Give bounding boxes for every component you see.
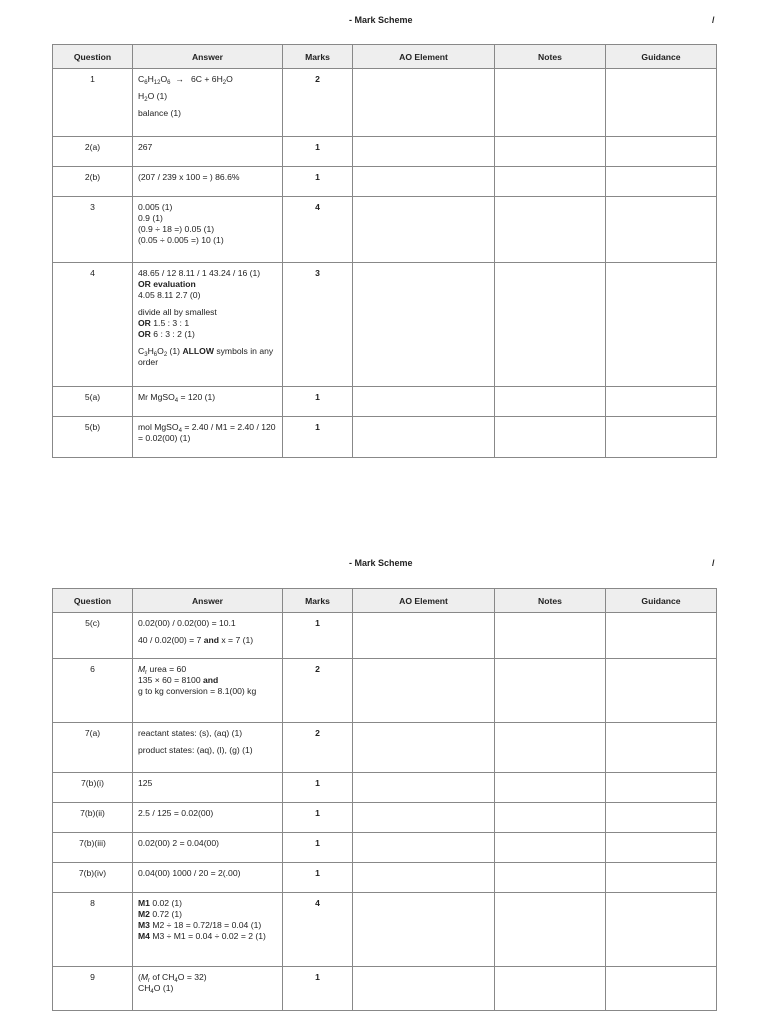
answer-line	[138, 920, 277, 931]
notes-cell	[495, 263, 606, 387]
answer-text: M3 ÷ M1 = 0.04 ÷ 0.02 = 2 (1)	[149, 931, 266, 941]
answer-line	[138, 675, 277, 686]
answer-text: 0.72 (1)	[149, 909, 182, 919]
ao-element-cell	[353, 197, 495, 263]
answer-line	[138, 868, 277, 879]
answer-text: of CH	[150, 972, 175, 982]
marks-cell: 1	[283, 773, 353, 803]
marks-cell: 4	[283, 893, 353, 967]
answer-text: 0.04(00) 1000 / 20 = 2(.00)	[138, 868, 241, 878]
answer-line	[138, 898, 277, 909]
guidance-cell	[606, 863, 717, 893]
answer-cell	[133, 893, 283, 967]
answer-text: C	[138, 74, 145, 84]
answer-text: r	[145, 670, 148, 676]
question-cell: 7(b)(iii)	[53, 833, 133, 863]
table-row	[53, 613, 717, 659]
answer-line	[138, 91, 277, 102]
column-header: Marks	[283, 589, 353, 613]
answer-paragraph	[138, 618, 277, 629]
answer-paragraph	[138, 307, 277, 340]
marks-cell: 1	[283, 967, 353, 1011]
answer-text: 2	[222, 80, 227, 86]
answer-paragraph	[138, 142, 277, 153]
answer-text: ALLOW	[182, 346, 214, 356]
answer-text: g to kg conversion = 8.1(00) kg	[138, 686, 257, 696]
answer-line	[138, 202, 277, 213]
marks-cell: 2	[283, 723, 353, 773]
answer-text: M2 ÷ 18 = 0.72/18 = 0.04 (1)	[149, 920, 262, 930]
answer-text: H	[147, 74, 154, 84]
ao-element-cell	[353, 659, 495, 723]
answer-cell	[133, 167, 283, 197]
answer-cell	[133, 417, 283, 458]
answer-line	[138, 142, 277, 153]
answer-text: and	[203, 635, 219, 645]
table-row	[53, 723, 717, 773]
question-cell: 3	[53, 197, 133, 263]
answer-text: = 120 (1)	[178, 392, 216, 402]
answer-paragraph	[138, 808, 277, 819]
answer-line	[138, 290, 277, 301]
answer-paragraph	[138, 422, 277, 444]
column-header: Notes	[495, 589, 606, 613]
table-row	[53, 263, 717, 387]
answer-cell	[133, 69, 283, 137]
answer-text: → 6C + 6H	[170, 74, 223, 84]
marks-cell: 1	[283, 863, 353, 893]
answer-paragraph	[138, 346, 277, 368]
ao-element-cell	[353, 803, 495, 833]
answer-text: r	[148, 978, 151, 984]
answer-text: O (1)	[153, 983, 174, 993]
answer-line	[138, 213, 277, 224]
answer-text: M1	[138, 898, 150, 908]
ao-element-cell	[353, 967, 495, 1011]
answer-line	[138, 279, 277, 290]
header-row	[53, 589, 717, 613]
answer-text: 48.65 / 12 8.11 / 1 43.24 / 16 (1)	[138, 268, 261, 278]
answer-text: 4	[150, 989, 154, 995]
ao-element-cell	[353, 893, 495, 967]
answer-line	[138, 931, 277, 942]
answer-text: 3	[144, 352, 148, 358]
marks-cell: 1	[283, 417, 353, 458]
question-cell: 7(b)(iv)	[53, 863, 133, 893]
answer-cell	[133, 723, 283, 773]
answer-text: 135 × 60 = 8100	[138, 675, 203, 685]
answer-text: O	[226, 74, 233, 84]
guidance-cell	[606, 773, 717, 803]
notes-cell	[495, 659, 606, 723]
table-row	[53, 387, 717, 417]
answer-text: O	[160, 74, 168, 84]
marks-cell: 1	[283, 803, 353, 833]
answer-cell	[133, 659, 283, 723]
answer-text: C	[138, 346, 145, 356]
notes-cell	[495, 613, 606, 659]
answer-text: 6	[144, 80, 148, 86]
answer-paragraph	[138, 728, 277, 739]
guidance-cell	[606, 893, 717, 967]
answer-cell	[133, 773, 283, 803]
answer-text: divide all by smallest	[138, 307, 217, 317]
question-cell: 1	[53, 69, 133, 137]
answer-text: M3	[138, 920, 150, 930]
guidance-cell	[606, 659, 717, 723]
question-cell: 6	[53, 659, 133, 723]
answer-cell	[133, 387, 283, 417]
column-header: Marks	[283, 45, 353, 69]
answer-text: 40 / 0.02(00) = 7	[138, 635, 204, 645]
marks-cell: 3	[283, 263, 353, 387]
answer-cell	[133, 197, 283, 263]
answer-text: balance (1)	[138, 108, 181, 118]
answer-line	[138, 983, 277, 994]
ao-element-cell	[353, 137, 495, 167]
answer-line	[138, 728, 277, 739]
answer-text: 0.02(00) 2 = 0.04(00)	[138, 838, 219, 848]
ao-element-cell	[353, 387, 495, 417]
question-cell: 8	[53, 893, 133, 967]
column-header: Question	[53, 45, 133, 69]
question-cell: 5(a)	[53, 387, 133, 417]
answer-text: 4	[174, 398, 179, 404]
answer-paragraph	[138, 74, 277, 85]
answer-text: product states: (aq), (l), (g) (1)	[138, 745, 253, 755]
ao-element-cell	[353, 773, 495, 803]
answer-text: H	[147, 346, 154, 356]
ao-element-cell	[353, 69, 495, 137]
answer-text: and	[203, 675, 219, 685]
ao-element-cell	[353, 863, 495, 893]
ao-element-cell	[353, 613, 495, 659]
answer-paragraph	[138, 202, 277, 246]
page-header: - Mark Scheme	[349, 558, 413, 568]
answer-line	[138, 346, 277, 368]
answer-text: OR	[138, 329, 151, 339]
guidance-cell	[606, 613, 717, 659]
column-header: Guidance	[606, 589, 717, 613]
ao-element-cell	[353, 417, 495, 458]
guidance-cell	[606, 263, 717, 387]
answer-line	[138, 838, 277, 849]
mark-scheme-table	[52, 588, 717, 1011]
marks-cell: 1	[283, 833, 353, 863]
answer-line	[138, 172, 277, 183]
answer-paragraph	[138, 635, 277, 646]
notes-cell	[495, 773, 606, 803]
answer-line	[138, 235, 277, 246]
notes-cell	[495, 833, 606, 863]
notes-cell	[495, 967, 606, 1011]
column-header: Answer	[133, 45, 283, 69]
table-row	[53, 167, 717, 197]
table-row	[53, 967, 717, 1011]
notes-cell	[495, 69, 606, 137]
table-row	[53, 863, 717, 893]
answer-line	[138, 268, 277, 279]
answer-line	[138, 329, 277, 340]
answer-text: 1.5 : 3 : 1	[150, 318, 190, 328]
notes-cell	[495, 417, 606, 458]
answer-text: M4	[138, 931, 150, 941]
marks-cell: 1	[283, 167, 353, 197]
answer-text: 6	[153, 352, 158, 358]
answer-text: symbols in any order	[138, 346, 276, 367]
answer-text: 0.005 (1)	[138, 202, 173, 212]
notes-cell	[495, 723, 606, 773]
answer-text: (1)	[167, 346, 183, 356]
answer-text: Mr MgSO	[138, 392, 175, 402]
answer-cell	[133, 833, 283, 863]
column-header: AO Element	[353, 589, 495, 613]
column-header: Answer	[133, 589, 283, 613]
marks-cell: 1	[283, 387, 353, 417]
table-row	[53, 69, 717, 137]
question-cell: 2(b)	[53, 167, 133, 197]
answer-text: 2	[163, 352, 168, 358]
answer-line	[138, 686, 277, 697]
table-row	[53, 833, 717, 863]
table-row	[53, 137, 717, 167]
marks-cell: 1	[283, 137, 353, 167]
answer-cell	[133, 863, 283, 893]
guidance-cell	[606, 803, 717, 833]
answer-text: 2.5 / 125 = 0.02(00)	[138, 808, 214, 818]
answer-paragraph	[138, 972, 277, 994]
answer-paragraph	[138, 172, 277, 183]
answer-text: 0.02 (1)	[149, 898, 182, 908]
answer-line	[138, 778, 277, 789]
ao-element-cell	[353, 263, 495, 387]
answer-text: O	[157, 346, 164, 356]
answer-line	[138, 224, 277, 235]
answer-text: 4	[178, 428, 182, 434]
answer-text: 0.9 (1)	[138, 213, 163, 223]
notes-cell	[495, 137, 606, 167]
guidance-cell	[606, 69, 717, 137]
answer-cell	[133, 803, 283, 833]
answer-paragraph	[138, 91, 277, 102]
answer-line	[138, 307, 277, 318]
answer-line	[138, 422, 277, 444]
answer-paragraph	[138, 664, 277, 697]
answer-line	[138, 972, 277, 983]
guidance-cell	[606, 137, 717, 167]
question-cell: 9	[53, 967, 133, 1011]
answer-text: H	[138, 91, 145, 101]
answer-text: O (1)	[147, 91, 168, 101]
answer-line	[138, 664, 277, 675]
answer-line	[138, 392, 277, 403]
column-header: Question	[53, 589, 133, 613]
mark-scheme-table	[52, 44, 717, 458]
answer-text: 2	[144, 97, 148, 103]
answer-line	[138, 909, 277, 920]
question-cell: 4	[53, 263, 133, 387]
column-header: AO Element	[353, 45, 495, 69]
answer-text: OR	[138, 318, 151, 328]
notes-cell	[495, 197, 606, 263]
answer-line	[138, 618, 277, 629]
answer-paragraph	[138, 392, 277, 403]
answer-text: 4	[174, 978, 178, 984]
ao-element-cell	[353, 723, 495, 773]
header-row	[53, 45, 717, 69]
answer-text: OR evaluation	[138, 279, 196, 289]
answer-text: CH	[138, 983, 151, 993]
answer-text: 6 : 3 : 2 (1)	[150, 329, 195, 339]
answer-text: 0.02(00) / 0.02(00) = 10.1	[138, 618, 236, 628]
answer-text: 125	[138, 778, 153, 788]
answer-cell	[133, 967, 283, 1011]
guidance-cell	[606, 723, 717, 773]
question-cell: 5(b)	[53, 417, 133, 458]
notes-cell	[495, 387, 606, 417]
question-cell: 5(c)	[53, 613, 133, 659]
question-cell: 7(a)	[53, 723, 133, 773]
table-row	[53, 803, 717, 833]
table-row	[53, 197, 717, 263]
answer-paragraph	[138, 838, 277, 849]
table-row	[53, 773, 717, 803]
marks-cell: 1	[283, 613, 353, 659]
answer-text: mol MgSO	[138, 422, 179, 432]
answer-text: (	[138, 972, 141, 982]
ao-element-cell	[353, 833, 495, 863]
answer-text: 267	[138, 142, 153, 152]
answer-paragraph	[138, 108, 277, 119]
answer-text: M	[140, 972, 149, 982]
table-row	[53, 893, 717, 967]
ao-element-cell	[353, 167, 495, 197]
answer-text: M	[138, 664, 146, 674]
answer-paragraph	[138, 745, 277, 756]
question-cell: 7(b)(i)	[53, 773, 133, 803]
notes-cell	[495, 893, 606, 967]
page-header: - Mark Scheme	[349, 15, 413, 25]
answer-text: O = 32)	[177, 972, 207, 982]
answer-text: 4.05 8.11 2.7 (0)	[138, 290, 201, 300]
answer-text: reactant states: (s), (aq) (1)	[138, 728, 243, 738]
answer-paragraph	[138, 868, 277, 879]
answer-cell	[133, 263, 283, 387]
answer-text: (207 / 239 x 100 = ) 86.6%	[138, 172, 240, 182]
column-header: Notes	[495, 45, 606, 69]
answer-paragraph	[138, 898, 277, 942]
table-row	[53, 659, 717, 723]
answer-line	[138, 74, 277, 85]
guidance-cell	[606, 167, 717, 197]
guidance-cell	[606, 197, 717, 263]
question-cell: 7(b)(ii)	[53, 803, 133, 833]
notes-cell	[495, 167, 606, 197]
answer-text: 6	[167, 80, 171, 86]
answer-paragraph	[138, 778, 277, 789]
page-slash: /	[712, 558, 715, 568]
answer-text: x = 7 (1)	[218, 635, 254, 645]
notes-cell	[495, 803, 606, 833]
answer-text: M2	[138, 909, 150, 919]
marks-cell: 4	[283, 197, 353, 263]
page-slash: /	[712, 15, 715, 25]
question-cell: 2(a)	[53, 137, 133, 167]
marks-cell: 2	[283, 69, 353, 137]
guidance-cell	[606, 833, 717, 863]
answer-text: (0.05 ÷ 0.005 =) 10 (1)	[138, 235, 224, 245]
answer-text: urea = 60	[147, 664, 187, 674]
answer-cell	[133, 613, 283, 659]
answer-paragraph	[138, 268, 277, 301]
answer-cell	[133, 137, 283, 167]
table-row	[53, 417, 717, 458]
answer-line	[138, 108, 277, 119]
answer-text: = 2.40 / M1 = 2.40 / 120 = 0.02(00) (1)	[138, 422, 278, 443]
marks-cell: 2	[283, 659, 353, 723]
answer-text: (0.9 ÷ 18 =) 0.05 (1)	[138, 224, 215, 234]
notes-cell	[495, 863, 606, 893]
answer-line	[138, 318, 277, 329]
answer-line	[138, 745, 277, 756]
guidance-cell	[606, 387, 717, 417]
guidance-cell	[606, 417, 717, 458]
answer-line	[138, 635, 277, 646]
guidance-cell	[606, 967, 717, 1011]
answer-text: 12	[153, 80, 161, 86]
column-header: Guidance	[606, 45, 717, 69]
answer-line	[138, 808, 277, 819]
